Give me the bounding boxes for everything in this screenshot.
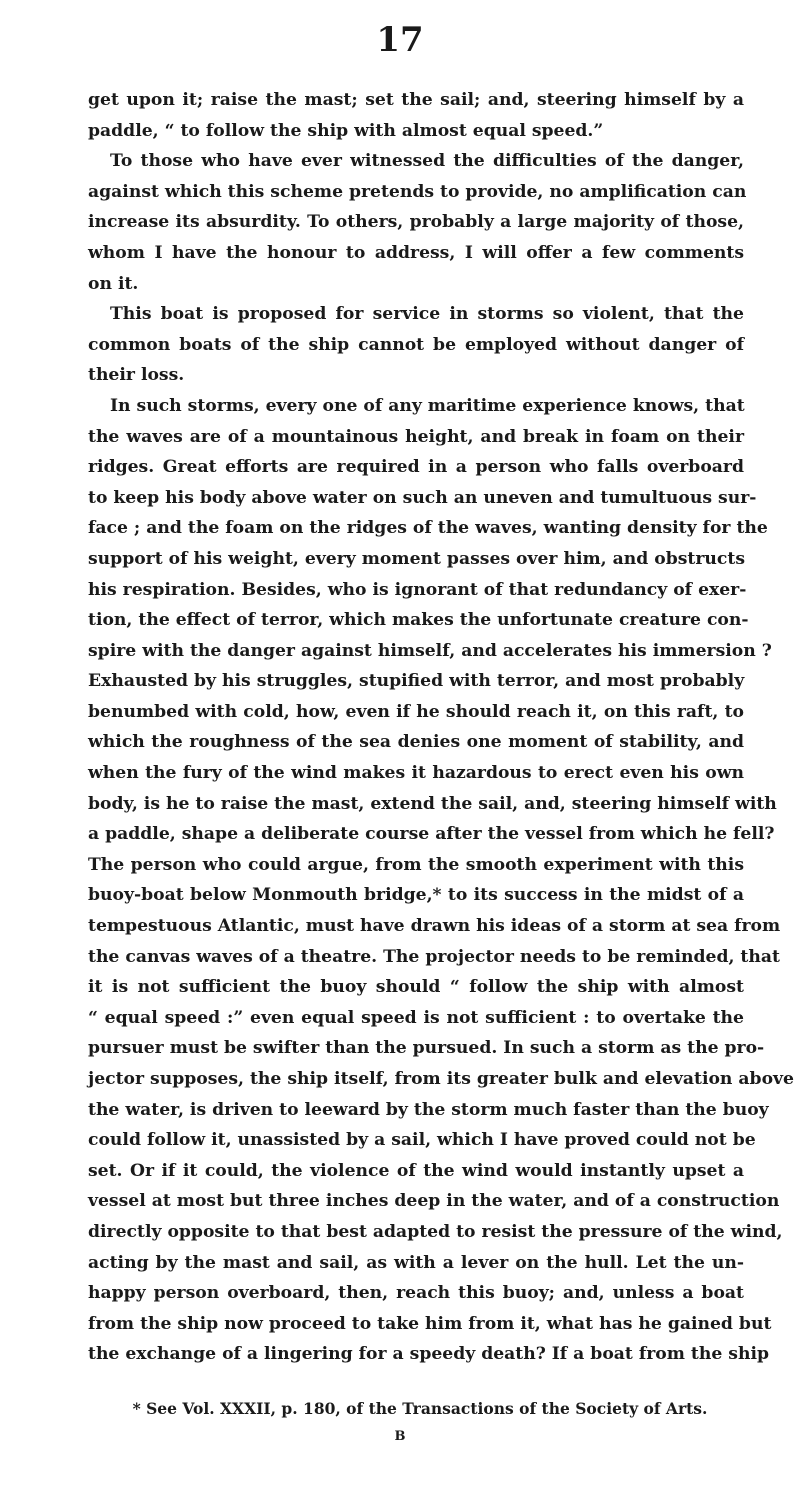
text-line: buoy-boat below Monmouth bridge,* to its success in the midst of a xyxy=(88,885,744,906)
text-line: a paddle, shape a deliberate course after the vessel from which he fell? xyxy=(88,824,775,845)
text-line: get upon it; raise the mast; set the sail; and, steering himself by a xyxy=(88,90,744,110)
text-line: The person who could argue, from the smooth experiment with this xyxy=(88,854,744,875)
text-line: tempestuous Atlantic, must have drawn his ideas of a storm at sea from xyxy=(88,916,781,937)
text-line: common boats of the ship cannot be employed without danger of xyxy=(88,334,744,355)
text-line: ridges. Great efforts are required in a person who falls overboard xyxy=(88,457,744,478)
text-line: whom I have the honour to address, I will offer a few comments xyxy=(88,242,744,263)
text-line: In such storms, every one of any maritime experience knows, that xyxy=(110,395,745,416)
text-line: paddle, “ to follow the ship with almost equal speed.” xyxy=(88,120,604,141)
text-line: his respiration. Besides, who is ignorant of that redundancy of exer- xyxy=(88,579,747,600)
text-line: spire with the danger against himself, and accelerates his immersion ? xyxy=(88,640,772,661)
text-line: it is not sufficient the buoy should “ follow the ship with almost xyxy=(88,977,744,998)
text-line: the exchange of a lingering for a speedy death? If a boat from the ship xyxy=(88,1344,770,1365)
text-line: support of his weight, every moment passes over him, and obstructs xyxy=(88,548,746,569)
text-line: their loss. xyxy=(88,365,185,386)
text-line: happy person overboard, then, reach this buoy; and, unless a boat xyxy=(88,1283,744,1304)
text-line: the waves are of a mountainous height, and break in foam on their xyxy=(88,426,744,447)
text-line: Exhausted by his struggles, stupified with terror, and most probably xyxy=(88,671,745,692)
text-line: which the roughness of the sea denies one moment of stability, and xyxy=(88,732,744,753)
text-line: “ equal speed :” even equal speed is not sufficient : to overtake the xyxy=(88,1007,744,1028)
text-line: jector supposes, the ship itself, from its greater bulk and elevation above xyxy=(88,1069,794,1089)
text-line: the water, is driven to leeward by the storm much faster than the buoy xyxy=(88,1099,769,1120)
page-number: 17 xyxy=(376,20,424,60)
text-line: body, is he to raise the mast, extend the sail, and, steering himself with xyxy=(88,793,777,814)
text-line: to keep his body above water on such an uneven and tumultuous sur- xyxy=(88,487,757,508)
text-line: when the fury of the wind makes it hazardous to erect even his own xyxy=(88,763,744,784)
text-line: To those who have ever witnessed the difficulties of the danger, xyxy=(110,151,744,172)
signature-mark: B xyxy=(394,1429,406,1444)
text-line: from the ship now proceed to take him from it, what has he gained but xyxy=(88,1313,772,1334)
text-line: benumbed with cold, how, even if he should reach it, on this raft, to xyxy=(88,701,744,722)
text-line: acting by the mast and sail, as with a lever on the hull. Let the un- xyxy=(88,1252,744,1273)
text-line: set. Or if it could, the violence of the wind would instantly upset a xyxy=(88,1160,744,1181)
footnote: * See Vol. XXXII, p. 180, of the Transactions of the Society of Arts. xyxy=(132,1399,708,1418)
text-line: could follow it, unassisted by a sail, which I have proved could not be xyxy=(88,1130,756,1151)
text-line: tion, the effect of terror, which makes the unfortunate creature con- xyxy=(88,610,749,631)
text-line: This boat is proposed for service in storms so violent, that the xyxy=(110,304,744,325)
text-line: increase its absurdity. To others, probably a large majority of those, xyxy=(88,212,744,233)
text-line: on it. xyxy=(88,273,139,294)
text-line: the canvas waves of a theatre. The projector needs to be reminded, that xyxy=(88,946,780,967)
body-text xyxy=(88,85,794,1370)
text-line: vessel at most but three inches deep in the water, and of a construction xyxy=(88,1191,780,1212)
text-line: against which this scheme pretends to provide, no amplification can xyxy=(88,181,747,202)
text-line: face ; and the foam on the ridges of the waves, wanting density for the xyxy=(88,518,768,539)
text-line: pursuer must be swifter than the pursued. In such a storm as the pro- xyxy=(88,1038,765,1059)
text-line: directly opposite to that best adapted to resist the pressure of the wind, xyxy=(88,1221,783,1242)
